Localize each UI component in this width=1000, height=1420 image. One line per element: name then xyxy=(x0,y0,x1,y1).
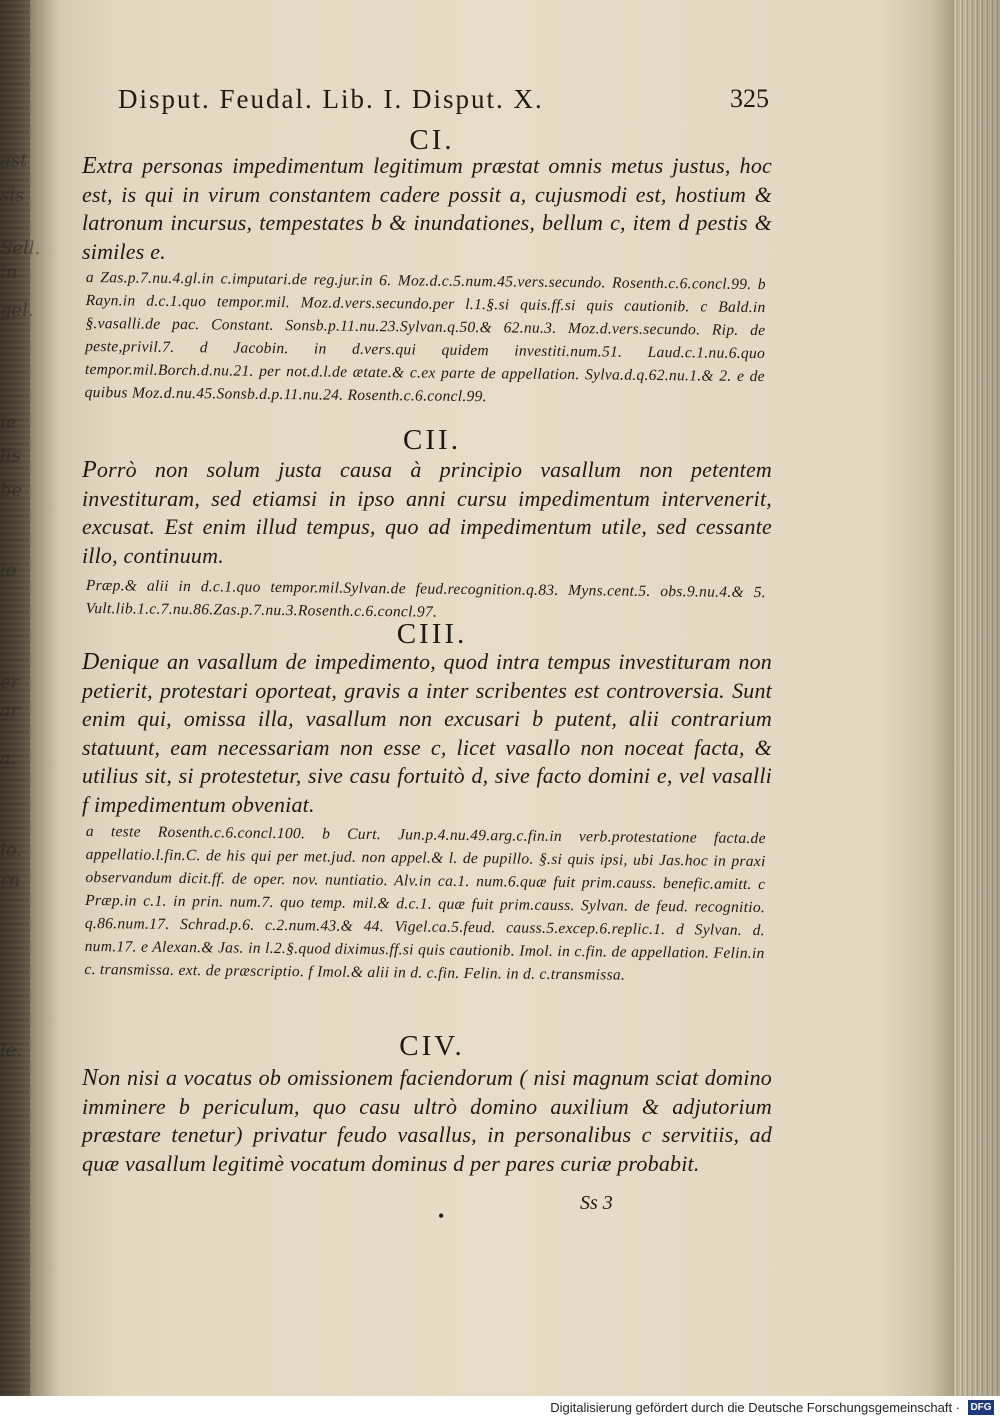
running-header xyxy=(118,84,818,115)
section-text-ciii: Denique an vasallum de impedimento, quod intra tempus investituram non petierit, protestari oporteat, gravis a inter scribentes est controversia. Sunt enim qui, omissa illa, vasallum non excusari b putent, alii contrarium statuunt, eam necessariam non esse c, licet vasallo non noceat facta, & utilius sit, si protestetur, sive casu fortuitò d, sive facto domini e, vel vasalli f impedimentum obveniat. xyxy=(82,649,772,817)
margin-fragment: rn xyxy=(0,870,21,891)
section-text-civ: Non nisi a vocatus ob omissionem faciendorum ( nisi magnum sciat domino imminere b periculum, quo casu ultrò domino auxilium & adjutorium præstare tenetur) privatur feudo vasallus, in personalibus c servitiis, ad quæ vasallum legitimè vocatum dominus d per pares curiæ probabit. xyxy=(82,1065,772,1176)
margin-fragment: sis xyxy=(0,185,25,206)
margin-fragment: ar xyxy=(0,700,20,721)
margin-fragment: lis xyxy=(0,445,21,466)
section-heading-ciii: CIII. xyxy=(396,618,468,650)
section-notes-cii: Præp.& alii in d.c.1.quo tempor.mil.Sylvan.de feud.recognition.q.83. Myns.cent.5. obs.9.nu.4.& 5. Vult.lib.1.c.7.nu.86.Zas.p.7.nu.3.Rosenth.c.6.concl.97. xyxy=(85,576,766,621)
section-notes-ciii: a teste Rosenth.c.6.concl.100. b Curt. Jun.p.4.nu.49.arg.c.fin.in verb.protestatione facta.de appellatio.l.fin.C. de his qui per met.jud. non appel.& l. de pupillo. §.si quis ipsi, ubi Jas.hoc in praxi observandum dicit.ff. de oper. nov. nuntiatio. Alv.in ca.1. num.6.quæ fuit prim.causs. benefic.amitt. c Præp.in c.1. in prin. num.7. quo temp. mil.& d.c.1. quæ fuit prim.causs. Sylvan. de feud. recognitio. q.86.num.17. Schrad.p.6. c.2.num.43.& 44. Vigel.ca.5.feud. causs.5.excep.6.replic.1. d Sylvan. d. num.17. e Alexan.& Jas. in l.2.§.quod diximus.ff.si quis cautionib. Imol. in c.fin. de appellation. Felin.in c. transmissa. ext. de præscriptio. f Imol.& alii in d. c.fin. Felin. in d. c.transmissa. xyxy=(84,822,766,984)
section-heading-civ: CIV. xyxy=(399,1030,465,1062)
signature-mark: Ss 3 xyxy=(580,1192,613,1214)
running-title: Disput. Feudal. Lib. I. Disput. X. xyxy=(118,84,544,114)
margin-fragment: gel. xyxy=(0,300,34,321)
margin-fragment: a. xyxy=(0,748,17,769)
digitization-footer xyxy=(0,1396,1000,1420)
section-text-cii: Porrò non solum justa causa à principio vasallum non petentem investituram, sed etiamsi in ipso anni cursu impedimentum intervenerit, excusat. Est enim illud tempus, quo ad impedimentum utile, sed cessante illo, continuum. xyxy=(82,457,772,568)
margin-fragment: ie xyxy=(0,412,17,433)
margin-fragment: be xyxy=(0,480,23,501)
gutter-shadow xyxy=(0,0,30,1396)
dfg-logo: DFG xyxy=(968,1400,994,1415)
margin-fragment: iø xyxy=(0,560,17,581)
section-text-ci: Extra personas impedimentum legitimum præstat omnis metus justus, hoc est, is qui in virum constantem cadere possit a, cujusmodi est, hostium & latronum incursus, tempestates b & inundationes, bellum c, item d pestis & similes e. xyxy=(82,153,772,264)
margin-fragment: er xyxy=(0,672,20,693)
margin-fragment: le. xyxy=(0,1040,23,1061)
page-edges xyxy=(954,0,1000,1396)
ink-dot: • xyxy=(438,1206,445,1226)
section-notes-ci: a Zas.p.7.nu.4.gl.in c.imputari.de reg.jur.in 6. Moz.d.c.5.num.45.vers.secundo. Rosenth.c.6.concl.99. b Rayn.in d.c.1.quo tempor.mil. Moz.d.vers.secundo.per l.1.§.si quis.ff.si quis cautionib. c Bald.in §.vasalli.de pac. Constant. Sonsb.p.11.nu.23.Sylvan.q.50.& 62.nu.3. Moz.d.vers.secundo. Rip. de peste,privil.7. d Jacobin. in d.vers.qui quidem investiti.num.51. Laud.c.1.nu.6.quo tempor.mil.Borch.d.nu.21. per not.d.l.de ætate.& c.ex parte de appellation. Sylva.d.q.62.nu.1.& 2. e de quibus Moz.d.nu.45.Sonsb.d.p.11.nu.24. Rosenth.c.6.concl.99. xyxy=(84,268,766,406)
margin-fragment: Sell. xyxy=(0,238,41,259)
margin-fragment: lo. xyxy=(0,840,22,861)
footer-text: Digitalisierung gefördert durch die Deutsche Forschungsgemeinschaft · xyxy=(550,1400,960,1415)
margin-fragment: ast xyxy=(0,150,28,171)
folio-number: 325 xyxy=(730,84,769,113)
section-heading-cii: CII. xyxy=(403,424,461,456)
margin-fragment: in xyxy=(0,262,18,283)
section-heading-ci: CI. xyxy=(409,124,455,156)
